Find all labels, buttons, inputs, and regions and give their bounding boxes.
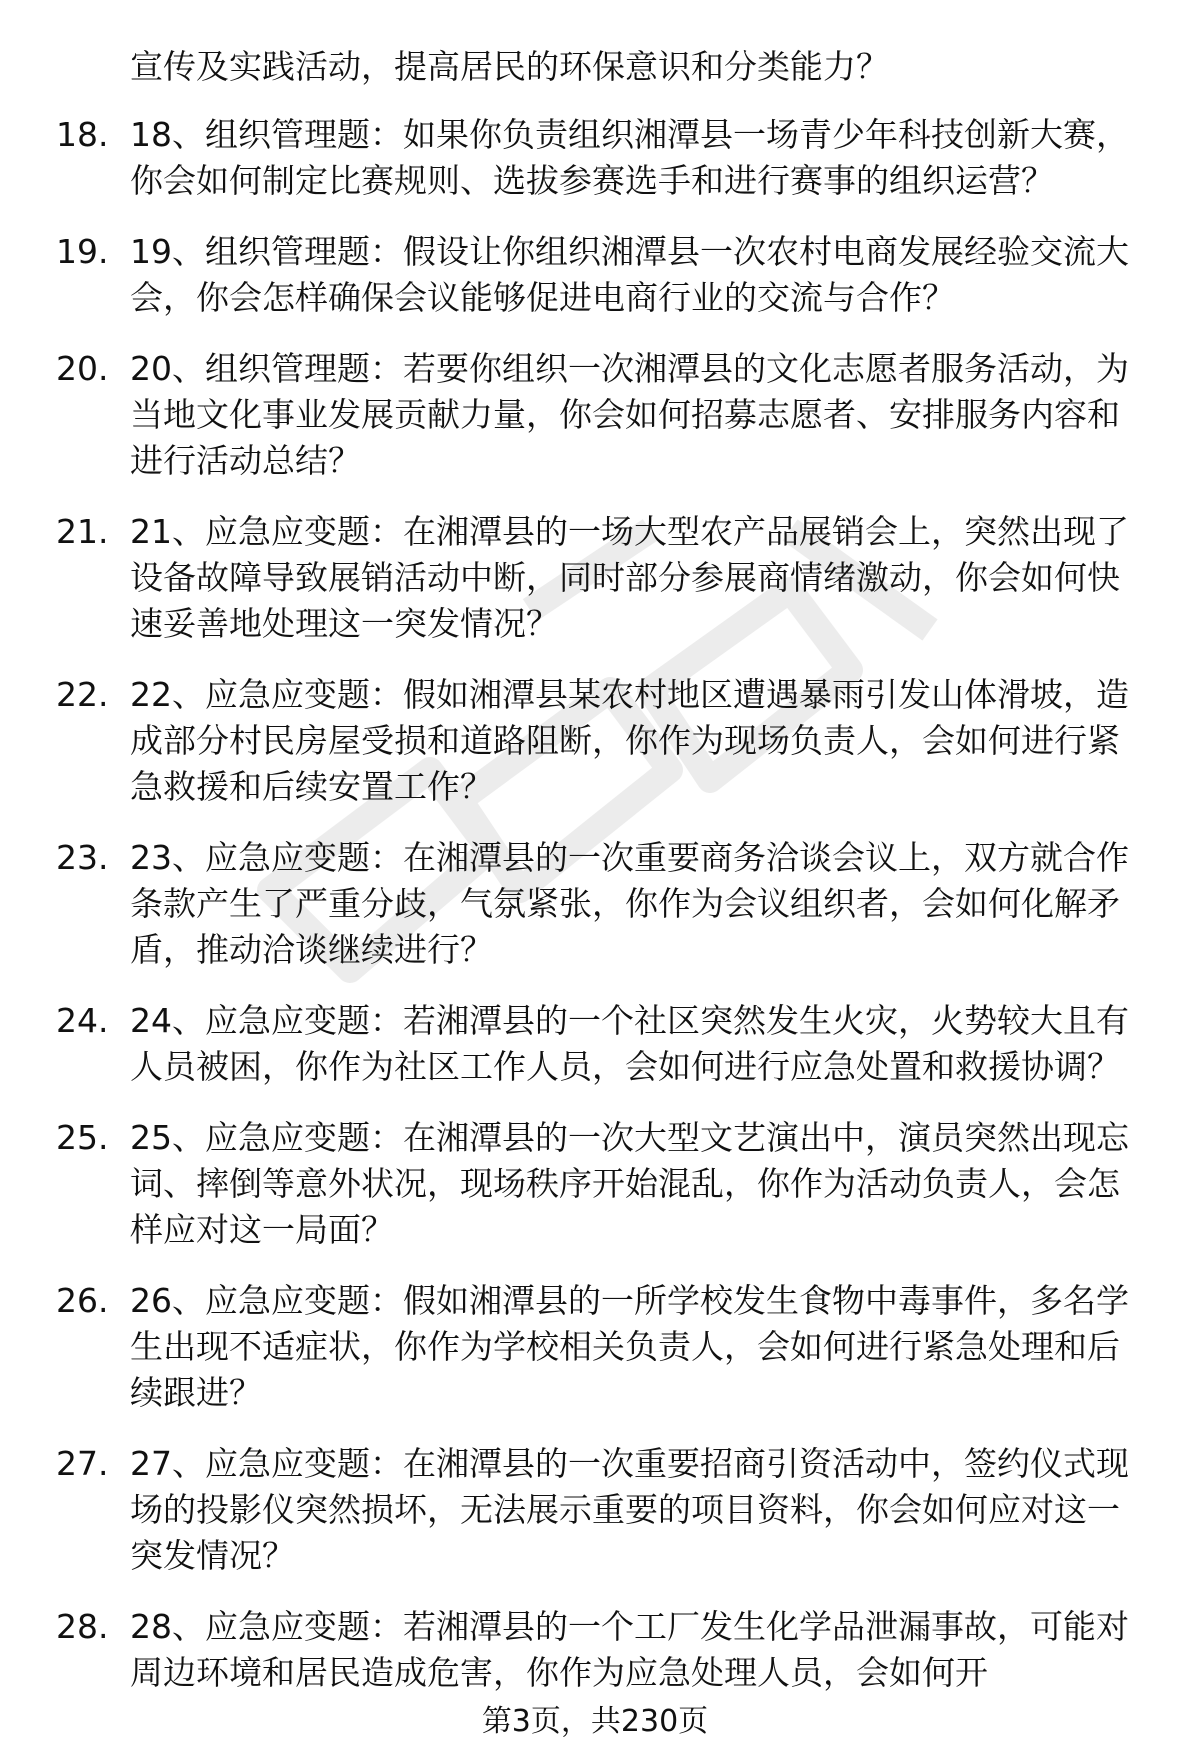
list-item bbox=[0, 672, 1190, 810]
question-text: 23、应急应变题：在湘潭县的一次重要商务洽谈会议上，双方就合作条款产生了严重分歧，气氛紧张，你作为会议组织者，会如何化解矛盾，推动洽谈继续进行？ bbox=[130, 838, 1129, 969]
question-number: 24. bbox=[56, 1001, 109, 1040]
question-number: 18. bbox=[56, 115, 109, 154]
question-number: 20. bbox=[56, 349, 109, 388]
list-item bbox=[0, 1278, 1190, 1416]
list-item bbox=[0, 998, 1190, 1090]
intro-text: 宣传及实践活动，提高居民的环保意识和分类能力？ bbox=[130, 47, 889, 86]
question-text: 19、组织管理题：假设让你组织湘潭县一次农村电商发展经验交流大会，你会怎样确保会议能够促进电商行业的交流与合作？ bbox=[130, 232, 1129, 317]
question-number: 25. bbox=[56, 1118, 109, 1157]
question-text: 21、应急应变题：在湘潭县的一场大型农产品展销会上，突然出现了设备故障导致展销活动中断，同时部分参展商情绪激动，你会如何快速妥善地处理这一突发情况？ bbox=[130, 512, 1129, 643]
question-text: 20、组织管理题：若要你组织一次湘潭县的文化志愿者服务活动，为当地文化事业发展贡献力量，你会如何招募志愿者、安排服务内容和进行活动总结？ bbox=[130, 349, 1129, 480]
question-number: 19. bbox=[56, 232, 109, 271]
page-footer: 第3页，共230页 bbox=[481, 1704, 709, 1739]
question-list bbox=[0, 112, 1190, 1721]
list-item bbox=[0, 1604, 1190, 1696]
list-item bbox=[0, 346, 1190, 484]
question-number: 22. bbox=[56, 675, 109, 714]
question-text: 18、组织管理题：如果你负责组织湘潭县一场青少年科技创新大赛，你会如何制定比赛规则、选拔参赛选手和进行赛事的组织运营？ bbox=[130, 115, 1129, 200]
question-text: 25、应急应变题：在湘潭县的一次大型文艺演出中，演员突然出现忘词、摔倒等意外状况，现场秩序开始混乱，你作为活动负责人，会怎样应对这一局面？ bbox=[130, 1118, 1129, 1249]
question-number: 26. bbox=[56, 1281, 109, 1320]
question-number: 23. bbox=[56, 838, 109, 877]
list-item bbox=[0, 509, 1190, 647]
question-text: 22、应急应变题：假如湘潭县某农村地区遭遇暴雨引发山体滑坡，造成部分村民房屋受损和道路阻断，你作为现场负责人，会如何进行紧急救援和后续安置工作？ bbox=[130, 675, 1129, 806]
question-number: 27. bbox=[56, 1444, 109, 1483]
list-item bbox=[0, 229, 1190, 321]
question-text: 27、应急应变题：在湘潭县的一次重要招商引资活动中，签约仪式现场的投影仪突然损坏，无法展示重要的项目资料，你会如何应对这一突发情况？ bbox=[130, 1444, 1129, 1575]
question-text: 24、应急应变题：若湘潭县的一个社区突然发生火灾，火势较大且有人员被困，你作为社区工作人员，会如何进行应急处置和救援协调？ bbox=[130, 1001, 1129, 1086]
list-item bbox=[0, 1441, 1190, 1579]
question-text: 26、应急应变题：假如湘潭县的一所学校发生食物中毒事件，多名学生出现不适症状，你作为学校相关负责人，会如何进行紧急处理和后续跟进？ bbox=[130, 1281, 1129, 1412]
list-item bbox=[0, 835, 1190, 973]
question-number: 28. bbox=[56, 1607, 109, 1646]
question-number: 21. bbox=[56, 512, 109, 551]
question-text: 28、应急应变题：若湘潭县的一个工厂发生化学品泄漏事故，可能对周边环境和居民造成危害，你作为应急处理人员，会如何开 bbox=[130, 1607, 1129, 1692]
list-item bbox=[0, 1115, 1190, 1253]
list-item bbox=[0, 112, 1190, 204]
